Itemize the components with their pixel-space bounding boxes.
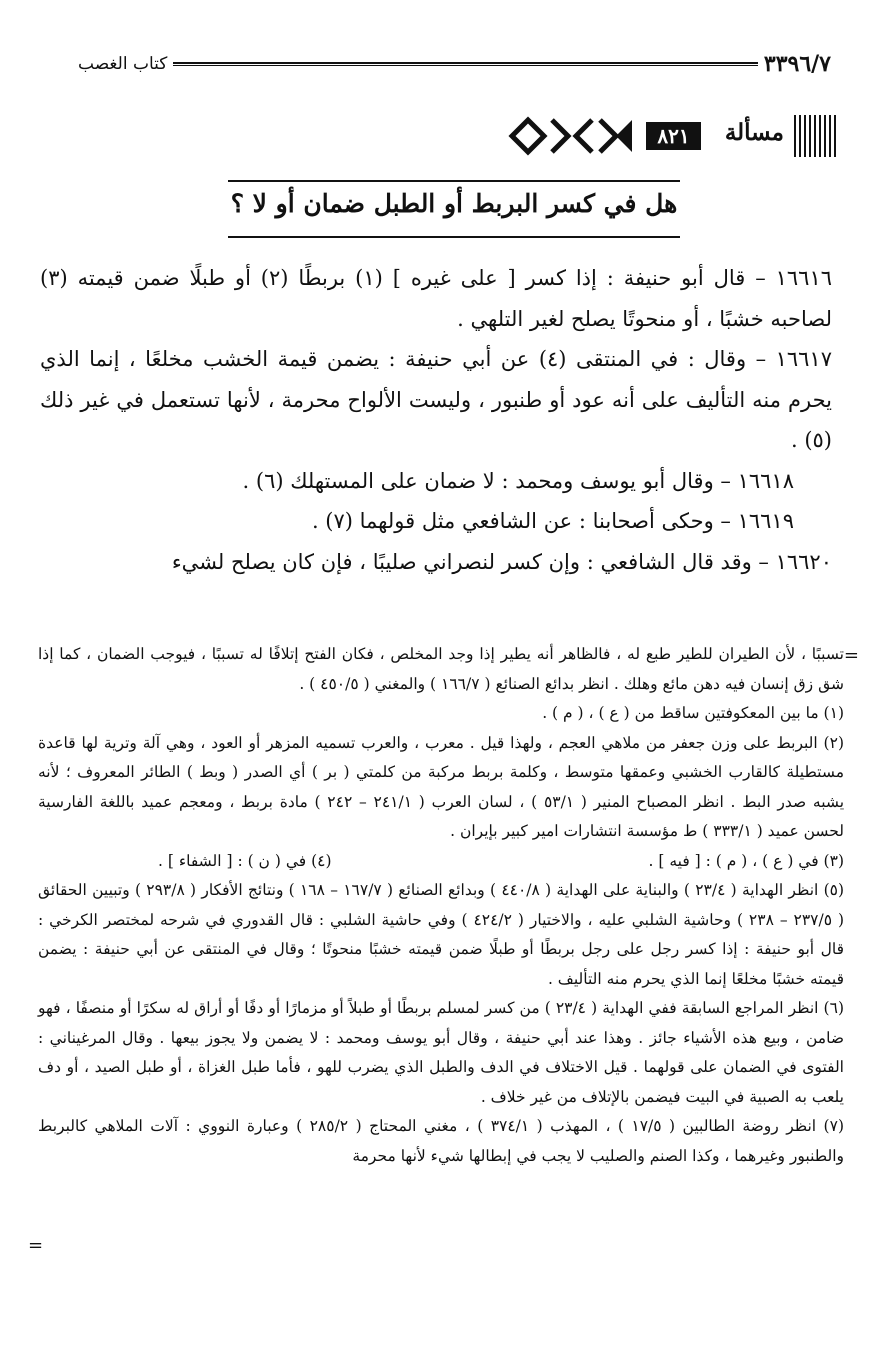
- footnote: (٥) انظر الهداية ( ٢٣/٤ ) والبناية على الهداية ( ٤٤٠/٨ ) وبدائع الصنائع ( ١٦٧/٧ – ١٦٨ ) ونتائج الأفكار ( ٢٩٣/٨ ) وتبيين الحقائق ( ٢٣٧/٥ – ٢٣٨ ) وحاشية الشلبي عليه ، والاختيار ( ٤٢٤/٢ ) وفي حاشية الشلبي : قال القدوري في شرحه لمختصر الكرخي : قال أبو حنيفة : إذا كسر رجل على رجل بربطًا أو طبلًا ضمن قيمته خشبًا منحوتًا ؛ وقال في المنتقى عن أبي حنيفة : يضمن قيمته خشبًا مخلعًا إنما الذي يحرم منه التأليف .: [38, 881, 845, 988]
- footnote: تسببًا ، لأن الطيران للطير طبع له ، فالظاهر أنه يطير إذا وجد المخلص ، فكان الفتح إتلافًا له تسببًا ، فيوجب الضمان ، كما إذا شق زق إنسان فيه دهن مائع وهلك . انظر بدائع الصنائع ( ١٦٦/٧ ) والمغني ( ٤٥٠/٥ ) .: [38, 645, 844, 693]
- footnote-row: [38, 847, 844, 877]
- footnote: (٢) البربط على وزن جعفر من ملاهي العجم ، ولهذا قيل . معرب ، والعرب تسميه المزهر أو العود ، وهي آلة وترية لها قاعدة مستطيلة كالقارب الخشبي وعمقها متوسط ، وكلمة بربط مركبة من كلمتي ( بر ) أي الصدر ( وبط ) الطائر المعروف ؛ لأنه يشبه صدر البط . انظر المصباح المنير ( ٥٣/١ ) ، لسان العرب ( ٢٤١/١ – ٢٤٢ ) مادة بربط ، ومعجم عميد باللغة الفارسية لحسن عميد ( ٣٣٣/١ ) ط مؤسسة انتشارات امير كبير بإيران .: [38, 733, 845, 840]
- question-rule-top: [228, 180, 680, 182]
- footnote: (٦) انظر المراجع السابقة ففي الهداية ( ٢٣/٤ ) من كسر لمسلم بربطًا أو طبلاً أو مزمارًا أو دفًا أو أراق له سكرًا أو منصفًا ، فهو ضامن ، وبيع هذه الأشياء جائز . وهذا عند أبي حنيفة ، وقال أبو يوسف ومحمد : لا يضمن ولا يجوز بيعها . وقال المرغيناني : الفتوى في الضمان على قولهما . قيل الاختلاف في الدف والطبل الذي يضرب للهو ، فأما طبل الغزاة ، أو طبل الصيد ، أو دف يلعب به الصبية في البيت فيضمن بالإتلاف من غير خلاف .: [38, 999, 844, 1106]
- paragraph: ١٦٦١٨ – وقال أبو يوسف ومحمد : لا ضمان على المستهلك (٦) .: [242, 468, 794, 493]
- decorative-bars: [794, 115, 836, 157]
- footnote: (٣) في ( ع ) ، ( م ) : [ فيه ] .: [648, 851, 844, 870]
- paragraph: ١٦٦١٧ – وقال : في المنتقى (٤) عن أبي حنيفة : يضمن قيمة الخشب مخلعًا ، إنما الذي يحرم منه التأليف على أنه عود أو طنبور ، وليست الألواح محرمة ، لأنها تستعمل في غير ذلك (٥) .: [40, 347, 832, 452]
- ornament-icon: [508, 116, 636, 156]
- paragraph: ١٦٦١٩ – وحكى أصحابنا : عن الشافعي مثل قولهما (٧) .: [311, 509, 794, 533]
- footnote: (٧) انظر روضة الطالبين ( ١٧/٥ ) ، المهذب ( ٣٧٤/١ ) ، مغني المحتاج ( ٢٨٥/٢ ) وعبارة النووي : آلات الملاهي كالبربط والطنبور وغيرهما ، وكذا الصنم والصليب لا يجب في إبطالها شيء لأنها محرمة: [38, 1117, 844, 1165]
- page-number: ٣٣٩٦/٧: [763, 51, 831, 77]
- issue-number: ٨٢١: [646, 122, 701, 150]
- footnote: (١) ما بين المعكوفتين ساقط من ( ع ) ، ( م ) .: [542, 704, 844, 722]
- continuation-mark: =: [843, 645, 859, 666]
- issue-heading: [506, 115, 836, 157]
- running-head: [78, 52, 831, 76]
- header-rule: [173, 62, 758, 66]
- question-title: هل في كسر البربط أو الطبل ضمان أو لا ؟: [230, 189, 678, 218]
- paragraph: ١٦٦٢٠ – وقد قال الشافعي : وإن كسر لنصراني صليبًا ، فإن كان يصلح لشيء: [171, 549, 832, 574]
- footnote: (٤) في ( ن ) : [ الشفاء ] .: [158, 851, 332, 870]
- main-text: [40, 258, 832, 582]
- continuation-mark-tail: =: [28, 1235, 44, 1256]
- question-rule-bottom: [228, 236, 680, 238]
- issue-label: مسألة: [724, 119, 784, 146]
- book-title: كتاب الغصب: [78, 54, 168, 74]
- paragraph: ١٦٦١٦ – قال أبو حنيفة : إذا كسر [ على غيره ] (١) بربطًا (٢) أو طبلًا ضمن قيمته (٣) لصاحبه خشبًا ، أو منحوتًا يصلح لغير التلهي .: [40, 266, 833, 331]
- footnotes: [38, 640, 844, 1171]
